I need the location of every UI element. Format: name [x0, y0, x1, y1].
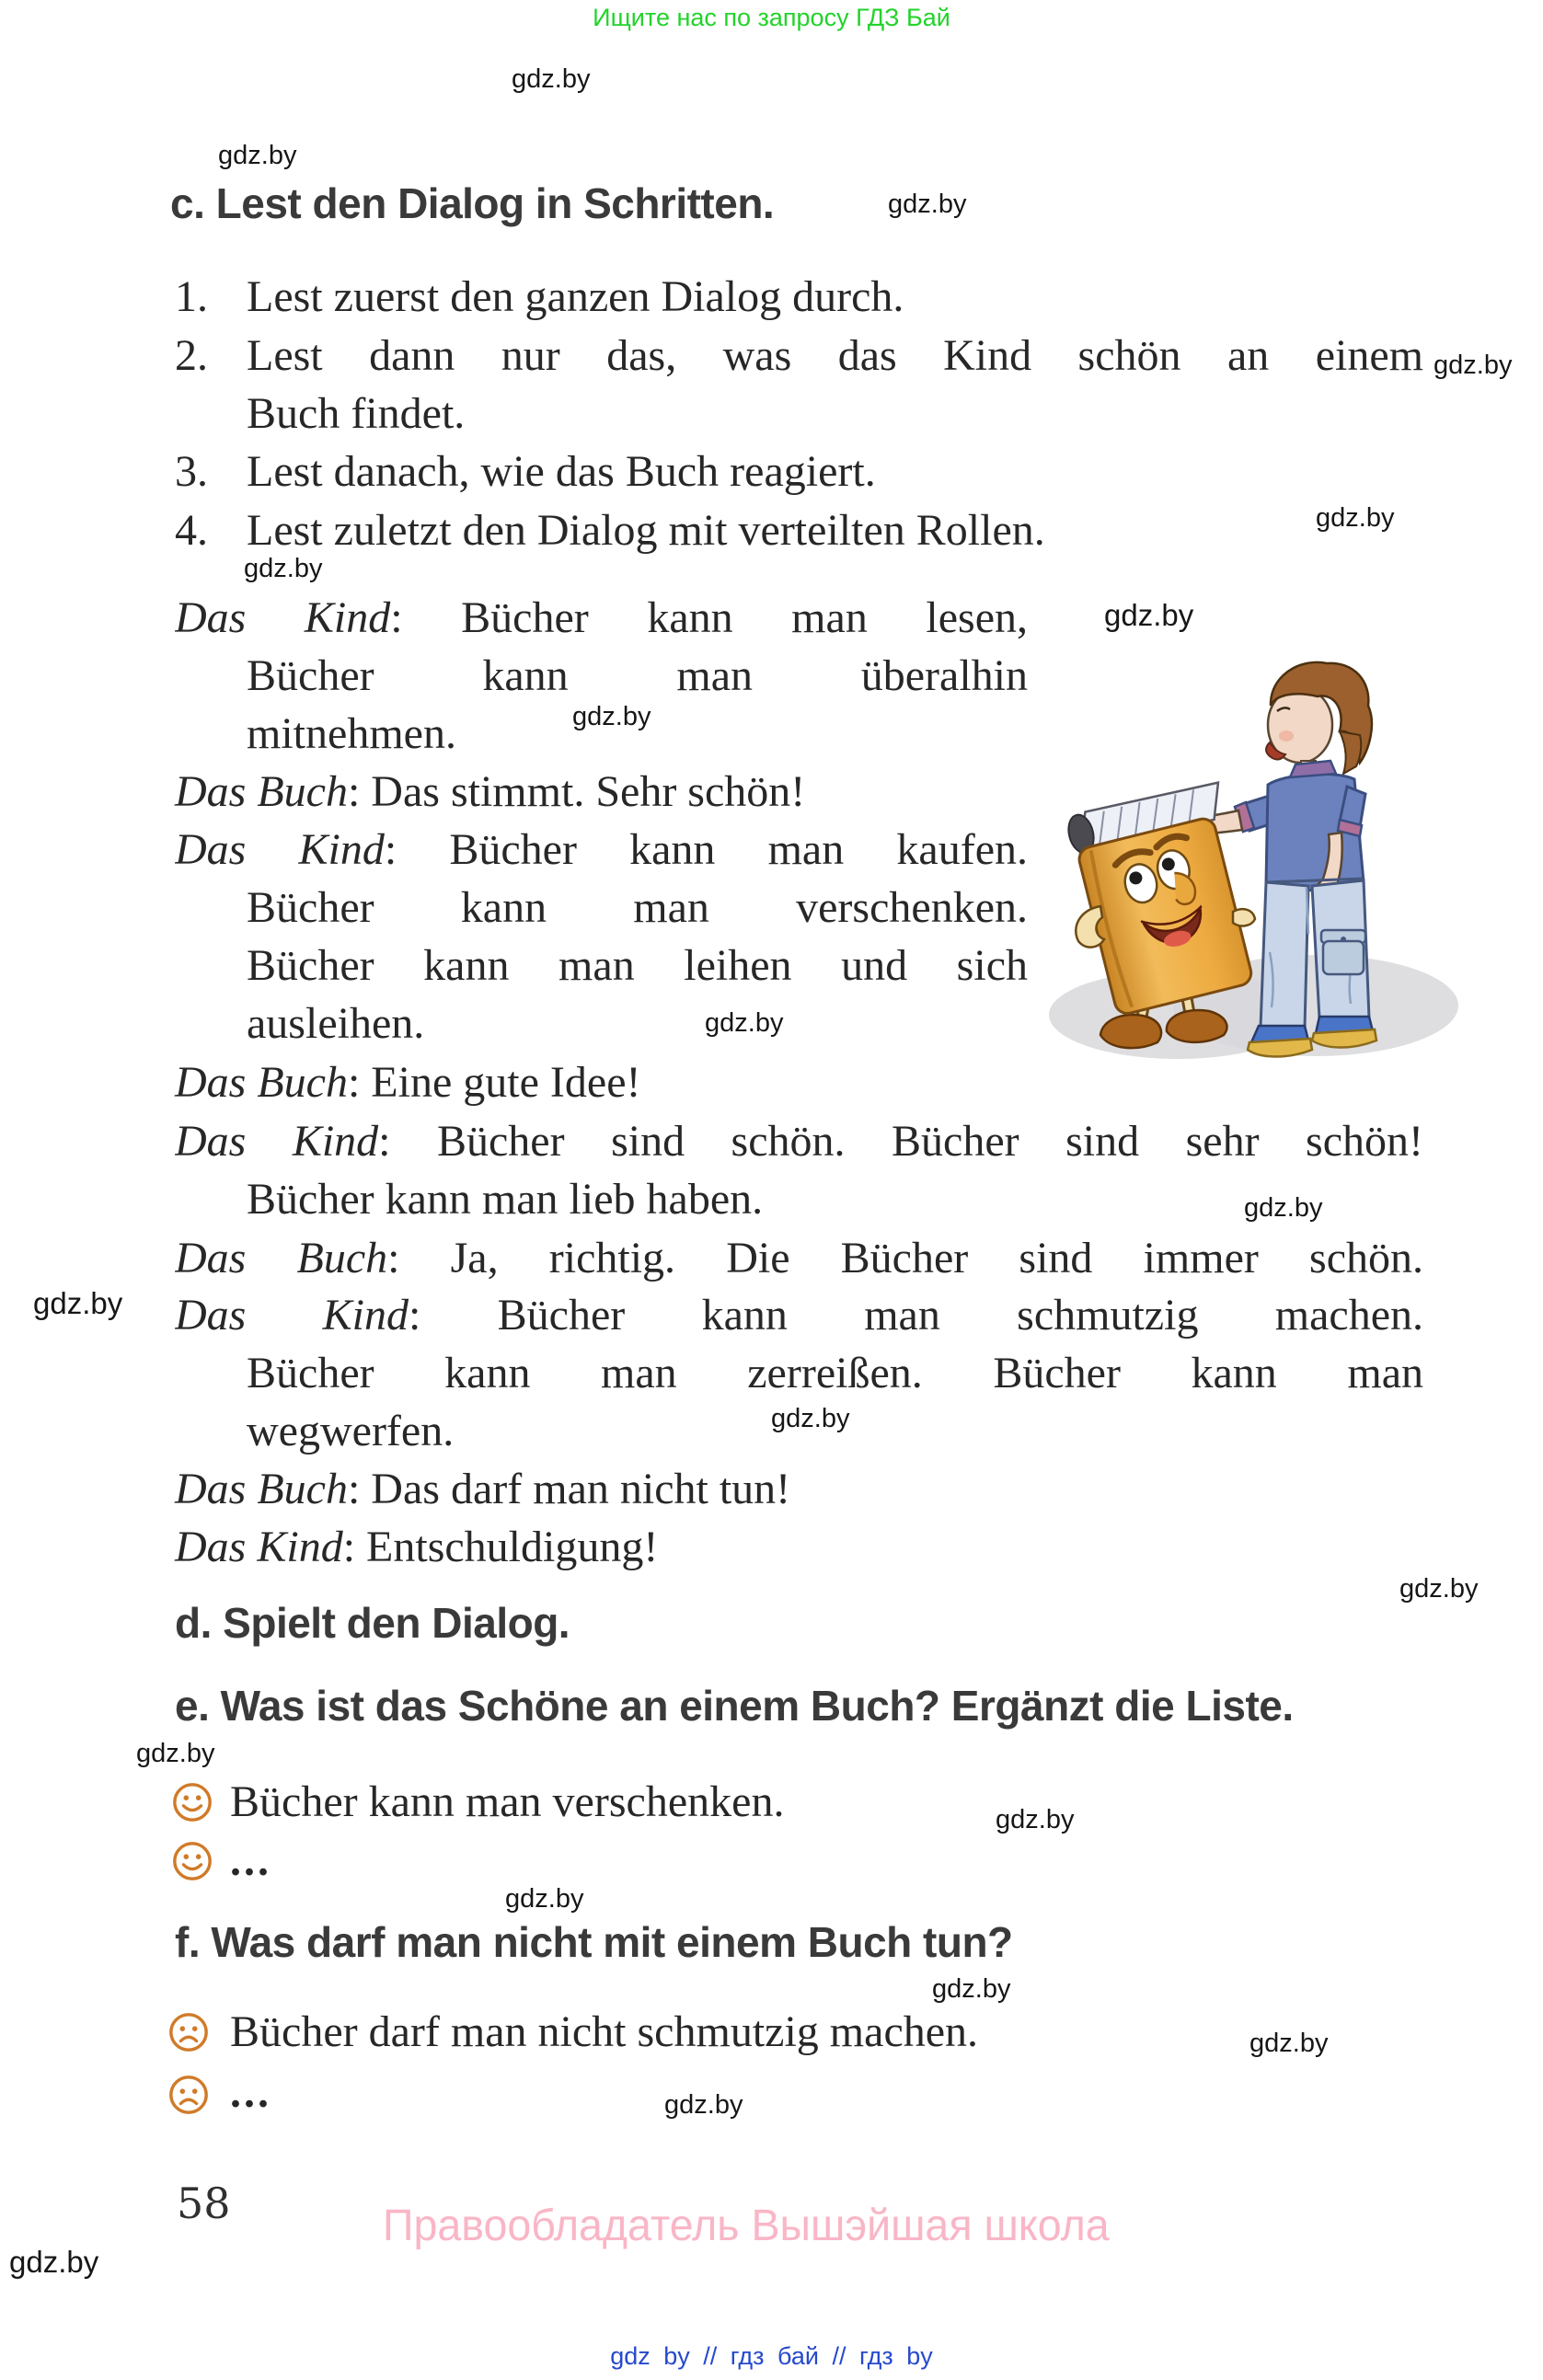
watermark: gdz.by [572, 702, 651, 731]
step-text: Lest zuletzt den Dialog mit verteilten Rollen. [247, 506, 1045, 555]
dialog-line [247, 705, 456, 763]
like-text: Bücher kann man verschenken. [230, 1777, 785, 1826]
dialog-text: Bücher kann man lieb haben. [247, 1175, 764, 1224]
dialog-text: : Das darf man nicht tun! [347, 1465, 791, 1513]
step-number: 4. [175, 506, 208, 555]
speaker-name: Das Kind [175, 1291, 409, 1339]
dialog-line [247, 1170, 763, 1228]
dislike-item [230, 2003, 978, 2061]
watermark: gdz.by [1434, 351, 1513, 380]
heading-d: d. Spielt den Dialog. [175, 1599, 570, 1647]
watermark: gdz.by [996, 1805, 1075, 1834]
dialog-line [175, 1112, 1423, 1170]
watermark: gdz.by [705, 1008, 784, 1038]
dialog-text: : Bücher kann man schmutzig machen. [409, 1291, 1423, 1339]
speaker-name: Das Kind [175, 1523, 343, 1571]
dialog-line [247, 879, 1028, 937]
dialog-line [175, 589, 1028, 647]
copyright-line: Правообладатель Вышэйшая школа [383, 2202, 1110, 2250]
dialog-text: Bücher kann man leihen und sich [247, 941, 1028, 990]
dislike-text: Bücher darf man nicht schmutzig machen. [230, 2007, 979, 2056]
step-line [175, 327, 1423, 385]
heading-f: f. Was darf man nicht mit einem Buch tun? [175, 1918, 1013, 1966]
dialog-line [175, 1460, 790, 1518]
step-line [175, 501, 1045, 559]
watermark: gdz.by [1249, 2029, 1329, 2058]
watermark: gdz.by [136, 1739, 215, 1768]
speaker-name: Das Kind [175, 825, 385, 874]
watermark: gdz.by [512, 64, 591, 94]
speaker-name: Das Buch [175, 1234, 388, 1282]
promo-banner: Ищите нас по запросу ГДЗ Бай [593, 4, 950, 31]
dialog-line [247, 937, 1028, 995]
step-line [175, 443, 876, 500]
dialog-line [175, 1053, 640, 1111]
watermark: gdz.by [33, 1286, 123, 1320]
step-text: Lest zuerst den ganzen Dialog durch. [247, 272, 904, 321]
watermark: gdz.by [1399, 1574, 1479, 1604]
dialog-text: : Bücher kann man kaufen. [384, 825, 1028, 874]
dialog-line [247, 1344, 1423, 1402]
dialog-text: mitnehmen. [247, 709, 456, 758]
happy-face-icon [171, 1840, 213, 1882]
watermark: gdz.by [932, 1974, 1011, 2004]
dialog-line [247, 647, 1028, 705]
heading-c: c. Lest den Dialog in Schritten. [170, 179, 775, 227]
footer-links-line: gdz by // гдз бай // гдз by [610, 2342, 933, 2370]
watermark: gdz.by [1244, 1193, 1323, 1223]
step-number: 3. [175, 447, 208, 496]
dislike-text: ... [230, 2068, 271, 2117]
dialog-text: : Bücher kann man lesen, [390, 593, 1028, 642]
watermark: gdz.by [244, 554, 323, 583]
dialog-text: : Eine gute Idee! [347, 1058, 641, 1107]
speaker-name: Das Buch [175, 767, 348, 816]
dialog-line [175, 821, 1028, 879]
sad-face-icon [167, 2074, 210, 2116]
dialog-text: : Bücher sind schön. Bücher sind sehr schön! [378, 1117, 1423, 1166]
watermark: gdz.by [664, 2090, 743, 2120]
dialog-line [175, 1229, 1423, 1287]
step-line [175, 268, 904, 326]
watermark: gdz.by [1316, 503, 1395, 533]
like-text: ... [230, 1836, 271, 1885]
speaker-name: Das Kind [175, 1117, 379, 1166]
dialog-line [175, 1518, 658, 1576]
step-text: Lest danach, wie das Buch reagiert. [247, 447, 876, 496]
page-number: 58 [177, 2179, 231, 2228]
dialog-line [247, 1402, 454, 1460]
dialog-line [247, 995, 424, 1052]
step-text: Lest dann nur das, was das Kind schön an einem [247, 331, 1423, 380]
step-number: 2. [175, 331, 208, 380]
watermark: gdz.by [771, 1404, 850, 1433]
dislike-item [230, 2064, 271, 2121]
step-line [247, 385, 465, 443]
dialog-line [175, 763, 805, 821]
heading-e: e. Was ist das Schöne an einem Buch? Ergänzt die Liste. [175, 1682, 1294, 1730]
step-number: 1. [175, 272, 208, 321]
watermark: gdz.by [888, 190, 967, 219]
like-item [230, 1773, 784, 1831]
dialog-text: Bücher kann man verschenken. [247, 883, 1028, 932]
dialog-text: : Entschuldigung! [342, 1523, 659, 1571]
watermark: gdz.by [218, 141, 297, 170]
watermark: gdz.by [1104, 598, 1194, 632]
watermark: gdz.by [9, 2245, 99, 2279]
speaker-name: Das Buch [175, 1465, 348, 1513]
watermark: gdz.by [505, 1884, 584, 1914]
dialog-text: : Ja, richtig. Die Bücher sind immer schön. [387, 1234, 1423, 1282]
sad-face-icon [167, 2011, 210, 2053]
dialog-text: Bücher kann man überalhin [247, 651, 1028, 700]
happy-face-icon [171, 1781, 213, 1823]
book-and-boy-illustration [1040, 603, 1463, 1072]
like-item [230, 1832, 271, 1890]
step-text: Buch findet. [247, 389, 466, 438]
dialog-line [175, 1286, 1423, 1344]
dialog-text: : Das stimmt. Sehr schön! [347, 767, 806, 816]
speaker-name: Das Kind [175, 593, 391, 642]
dialog-text: Bücher kann man zerreißen. Bücher kann man [247, 1349, 1423, 1397]
illustration-svg [1040, 603, 1463, 1072]
dialog-text: wegwerfen. [247, 1407, 455, 1455]
dialog-text: ausleihen. [247, 999, 425, 1048]
speaker-name: Das Buch [175, 1058, 348, 1107]
